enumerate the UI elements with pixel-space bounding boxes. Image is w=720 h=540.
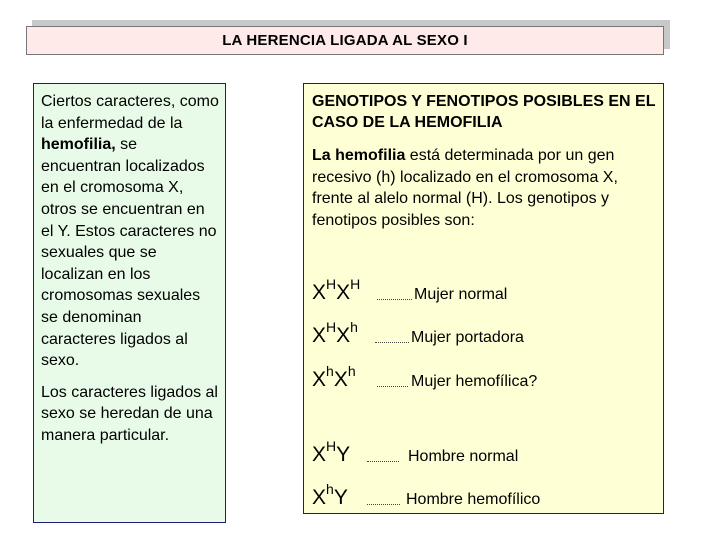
- phenotype: Hombre hemofílico: [406, 491, 541, 508]
- phenotype: Mujer normal: [414, 286, 508, 303]
- genotype: $X^HX^H$: [312, 276, 361, 304]
- dotted-leader: [377, 299, 412, 300]
- page-title-text: LA HERENCIA LIGADA AL SEXO I: [222, 32, 468, 49]
- genotype-row: [312, 319, 662, 349]
- page-title: [26, 26, 664, 55]
- intro-text-box: [33, 83, 226, 523]
- dotted-leader: [377, 386, 408, 387]
- genotypes-heading: GENOTIPOS Y FENOTIPOS POSIBLES EN EL CASO DE LA HEMOFILIA: [312, 93, 656, 131]
- dotted-leader: [367, 461, 399, 462]
- genotype: $X^HX^h$: [312, 319, 358, 347]
- dotted-leader: [367, 504, 400, 505]
- genotypes-box: [303, 83, 664, 514]
- phenotype: Hombre normal: [408, 448, 519, 465]
- phenotype: Mujer hemofílica?: [411, 373, 538, 390]
- hemofilia-bold: La hemofilia: [312, 147, 406, 164]
- inheritance-paragraph: Los caracteres ligados al sexo se heredan de una manera particular.: [41, 383, 218, 444]
- dotted-leader: [375, 342, 409, 343]
- genotype-row: [312, 363, 662, 393]
- genotype: $X^hY$: [312, 481, 348, 509]
- genotype: $X^hX^h$: [312, 363, 356, 391]
- intro-text-start: Ciertos caracteres, como la enfermedad de la: [41, 93, 219, 132]
- genotype-row: [312, 276, 662, 306]
- genotypes-intro: [312, 145, 660, 231]
- intro-text-end: se encuentran localizados en el cromosoma X, otros se encuentran en el Y. Estos caracteres no sexuales que se localizan en los cromosomas sexuales se denominan caracteres ligados al sexo.: [41, 136, 217, 370]
- genotypes-intro-text: está determinada por un gen recesivo (h) localizado en el cromosoma X, frente al alelo normal (H). Los genotipos y fenotipos posibles son:: [312, 147, 618, 229]
- genotype: $X^HY$: [312, 438, 351, 466]
- genotype-row: [312, 481, 662, 511]
- phenotype: Mujer portadora: [411, 329, 524, 346]
- intro-paragraph: [41, 91, 219, 372]
- genotype-row: [312, 438, 662, 468]
- hemofilia-term: hemofilia,: [41, 136, 116, 154]
